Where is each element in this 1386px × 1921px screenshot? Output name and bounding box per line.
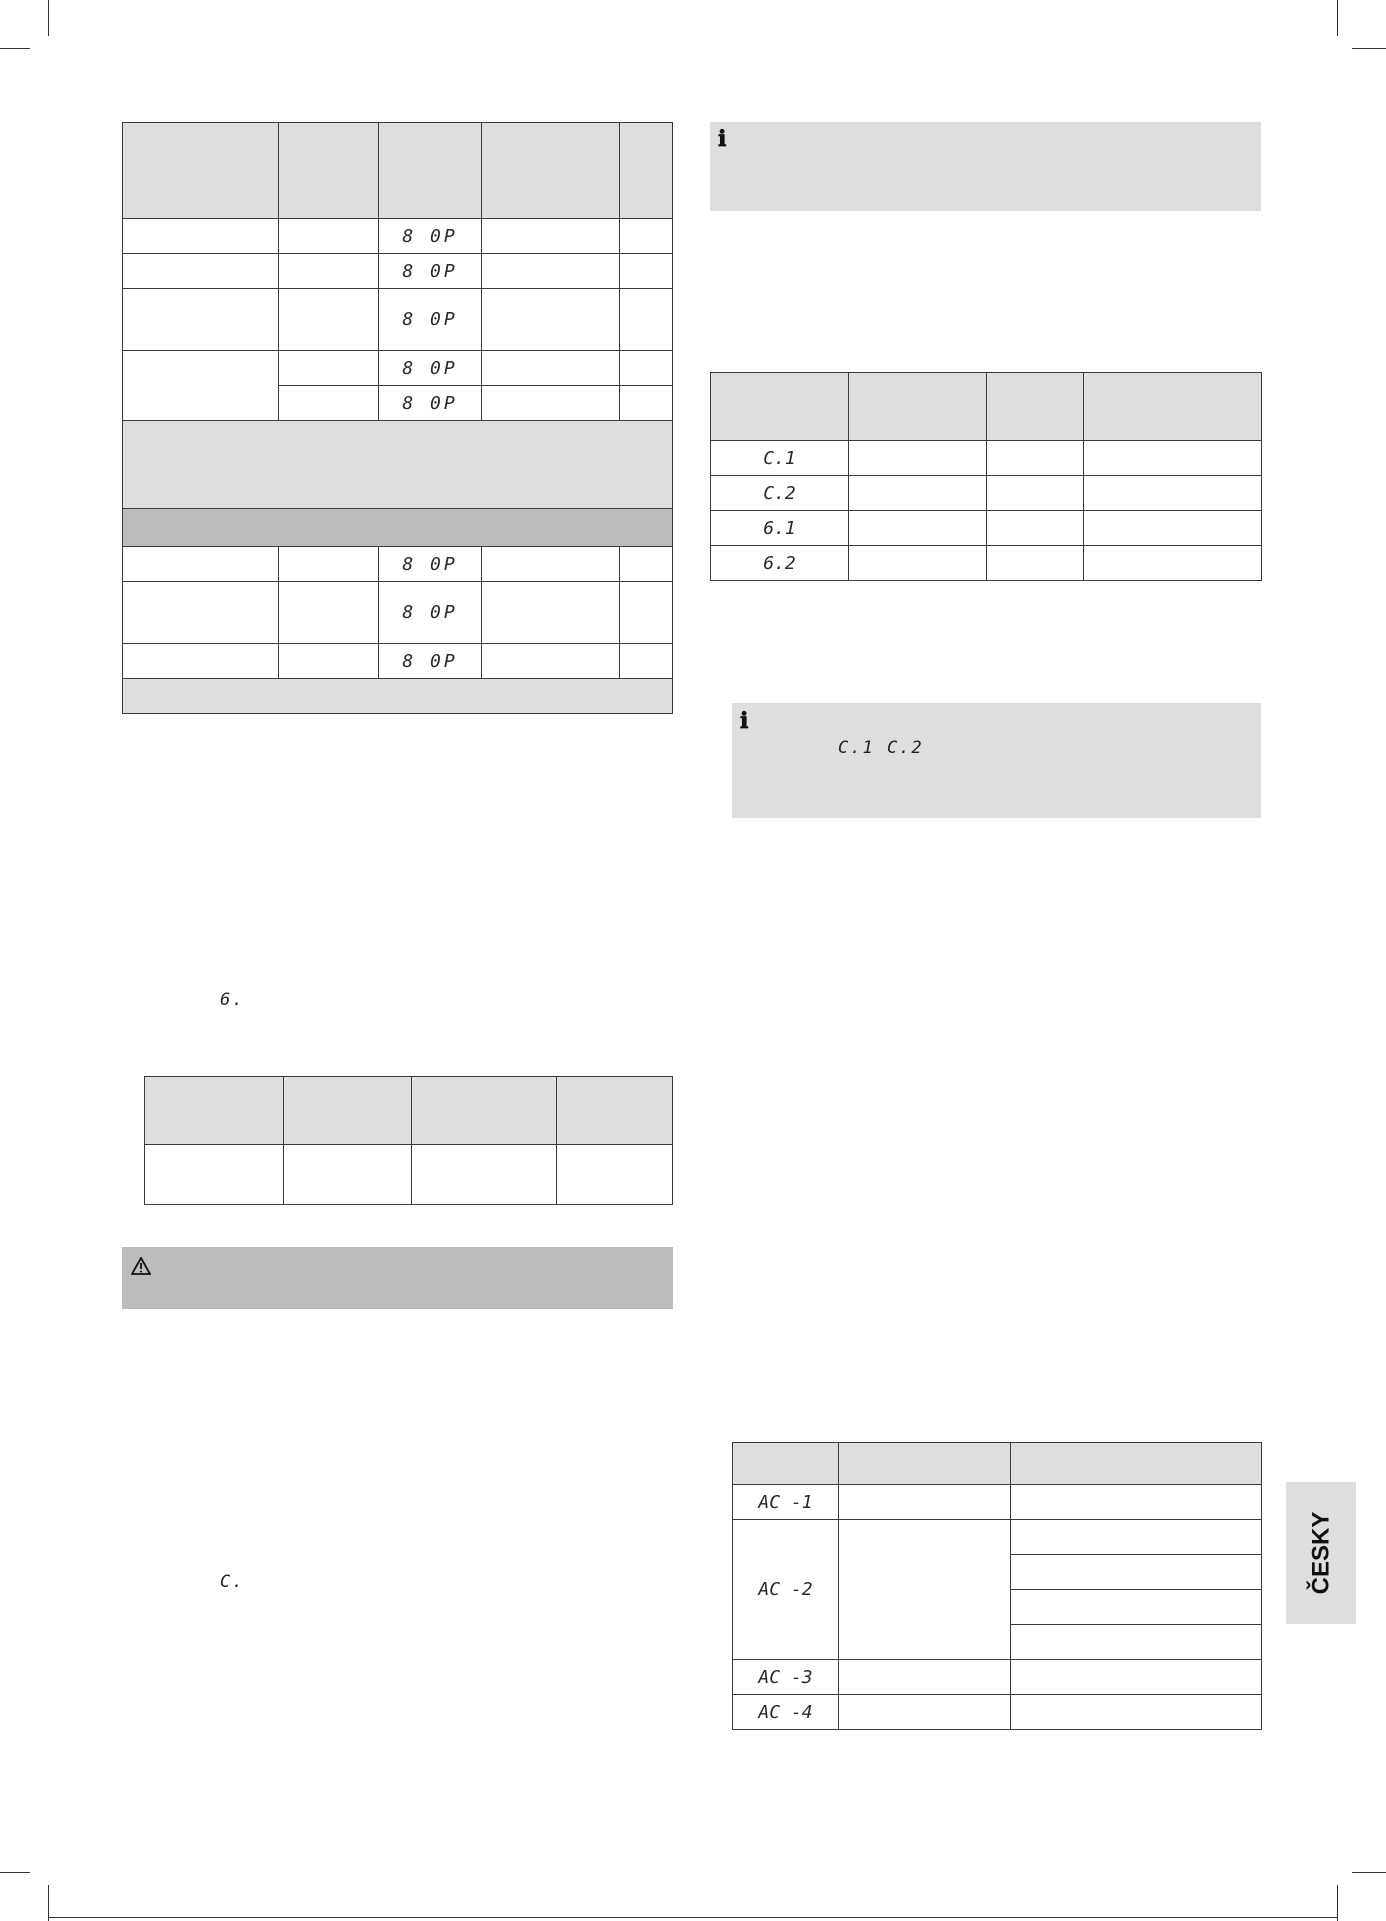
program-table [122,122,673,714]
table-cell [482,386,620,421]
header-cell [379,123,482,219]
info-icon: ℹ [740,708,749,734]
table-cell [1011,1695,1262,1730]
table-cell [279,644,379,679]
header-cell [412,1077,557,1145]
table-cell [279,254,379,289]
table-cell [279,547,379,582]
table-cell [145,1145,284,1205]
inline-lcd-code: 6. [220,990,245,1010]
table-cell [279,219,379,254]
language-label: ČESKY [1307,1511,1334,1595]
table-cell [1011,1485,1262,1520]
header-cell [620,123,673,219]
header-cell [1084,373,1262,441]
inline-lcd-code: C.1 C.2 [838,738,924,758]
bottom-rule [48,1917,1338,1918]
table-cell [123,254,279,289]
table-cell [987,441,1084,476]
table-cell [284,1145,412,1205]
info-box [732,703,1261,818]
table-cell [279,351,379,386]
table-cell [839,1485,1011,1520]
table-cell [412,1145,557,1205]
table-cell [620,351,673,386]
table-cell [849,476,987,511]
crop-mark [1337,0,1338,36]
c-code-table [710,372,1262,581]
table-section-row [123,509,673,547]
table-cell [1011,1520,1262,1555]
table-cell [839,1660,1011,1695]
crop-mark [48,0,49,36]
table-cell [1011,1555,1262,1590]
table-cell [557,1145,673,1205]
header-cell [284,1077,412,1145]
table-cell [1011,1625,1262,1660]
header-cell [849,373,987,441]
header-cell [279,123,379,219]
crop-mark [0,1872,30,1873]
lcd-display-value: 8 0P [379,351,482,386]
table-note-row [123,421,673,509]
lcd-display-value: 8 0P [379,219,482,254]
lcd-display-value: 8 0P [379,386,482,421]
table-cell [987,476,1084,511]
table-cell [620,289,673,351]
table-cell [620,254,673,289]
table-cell [620,644,673,679]
code-cell: AC -2 [733,1520,839,1660]
info-icon: ℹ [718,126,727,152]
lcd-display-value: 8 0P [379,254,482,289]
header-cell [123,123,279,219]
header-cell [733,1443,839,1485]
header-cell [987,373,1084,441]
table-cell [987,511,1084,546]
table-cell [123,582,279,644]
table-cell [123,289,279,351]
lcd-display-value: 8 0P [379,644,482,679]
crop-mark [48,1885,49,1921]
table-cell [620,582,673,644]
table-cell [482,219,620,254]
table-cell [482,289,620,351]
table-cell [1084,441,1262,476]
warning-triangle-icon [131,1257,151,1275]
table-cell [987,546,1084,581]
parameter-table [144,1076,673,1205]
code-cell: AC -3 [733,1660,839,1695]
info-box [710,122,1261,211]
table-cell [279,582,379,644]
code-cell: C.1 [711,441,849,476]
table-cell [123,219,279,254]
code-cell: AC -1 [733,1485,839,1520]
table-cell [123,351,279,421]
table-cell [620,219,673,254]
inline-lcd-code: C. [220,1572,245,1592]
table-cell [279,386,379,421]
header-cell [839,1443,1011,1485]
table-cell [1084,511,1262,546]
lcd-display-value: 8 0P [379,582,482,644]
ac-code-table [732,1442,1262,1730]
code-cell: C.2 [711,476,849,511]
table-cell [482,547,620,582]
header-cell [557,1077,673,1145]
table-cell [279,289,379,351]
code-cell: 6.1 [711,511,849,546]
table-cell [1011,1590,1262,1625]
crop-mark [1352,48,1386,49]
table-cell [1011,1660,1262,1695]
table-cell [849,511,987,546]
table-cell [849,441,987,476]
warning-box [122,1247,673,1309]
header-cell [482,123,620,219]
table-cell [839,1695,1011,1730]
table-cell [1084,476,1262,511]
header-cell [1011,1443,1262,1485]
table-cell [123,644,279,679]
table-cell [482,582,620,644]
table-cell [482,351,620,386]
header-cell [145,1077,284,1145]
language-tab [1286,1482,1356,1624]
code-cell: AC -4 [733,1695,839,1730]
crop-mark [1337,1885,1338,1921]
table-cell [849,546,987,581]
code-cell: 6.2 [711,546,849,581]
table-cell [620,547,673,582]
crop-mark [1352,1872,1386,1873]
table-cell [482,254,620,289]
lcd-display-value: 8 0P [379,289,482,351]
lcd-display-value: 8 0P [379,547,482,582]
table-cell [482,644,620,679]
table-cell [123,547,279,582]
table-footer-row [123,679,673,714]
crop-mark [0,48,30,49]
header-cell [711,373,849,441]
table-cell [839,1520,1011,1660]
table-cell [1084,546,1262,581]
table-cell [620,386,673,421]
